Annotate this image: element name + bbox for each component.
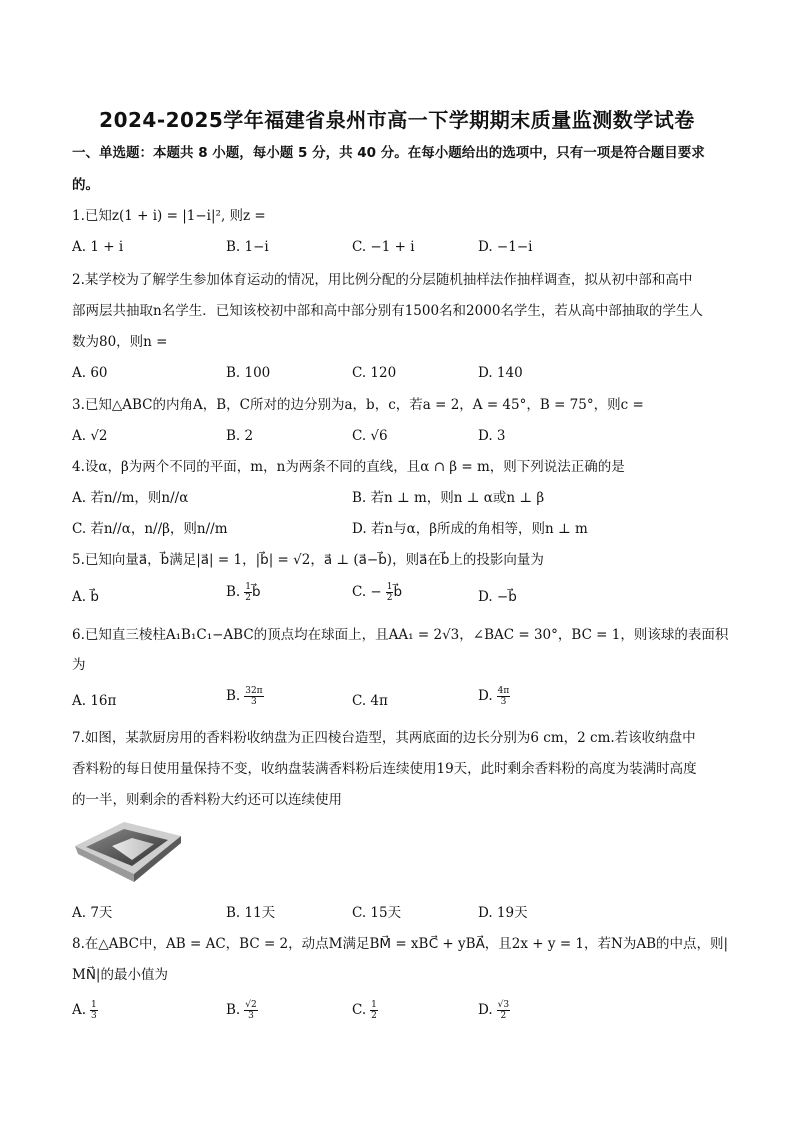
question-7-line3: 的一半，则剩余的香料粉大约还可以连续使用: [72, 792, 342, 808]
question-8-line1: 8.在△ABC中，AB = AC，BC = 2，动点M满足BM⃗ = xBC⃗ + yBA⃗，且2x + y = 1，若N为AB的中点，则|: [72, 936, 729, 952]
q8-option-d: D. $\frac{√3}{2}$: [478, 1000, 510, 1021]
q6-option-b: B. $\frac{32\pi}{3}$: [226, 686, 263, 707]
q2-option-b: B. 100: [226, 365, 271, 381]
q2-option-a: A. 60: [72, 365, 108, 381]
question-6-line2: 为: [72, 657, 86, 673]
q6-option-d-fraction: $\frac{4\pi}{3}$: [497, 686, 510, 707]
q3-option-c: C. √6: [352, 428, 388, 444]
q6-option-a: A. 16π: [72, 693, 117, 709]
q3-option-a: A. √2: [72, 428, 108, 444]
question-7-line1: 7.如图，某款厨房用的香料粉收纳盘为正四棱台造型，其两底面的边长分别为6 cm，2 cm.若该收纳盘中: [72, 730, 696, 746]
q8-option-c: C. $\frac{1}{2}$: [352, 1000, 377, 1021]
q8-option-c-fraction: $\frac{1}{2}$: [371, 1000, 377, 1021]
q1-option-a: A. 1 + i: [72, 239, 124, 255]
q8-option-b: B. $\frac{√2}{3}$: [226, 1000, 257, 1021]
q4-option-d: D. 若n与α，β所成的角相等，则n ⊥ m: [352, 521, 588, 537]
question-7-line2: 香料粉的每日使用量保持不变，收纳盘装满香料粉后连续使用19天，此时剩余香料粉的高度为装满时高度: [72, 761, 697, 777]
question-1-stem: 1.已知z(1 + i) = |1−i|², 则z =: [72, 208, 266, 224]
q5-option-a: A. b⃗: [72, 589, 99, 605]
q7-option-d: D. 19天: [478, 905, 528, 921]
question-5-stem: 5.已知向量a⃗，b⃗满足|a⃗| = 1，|b⃗| = √2，a⃗ ⊥ (a⃗−b⃗)，则a⃗在b⃗上的投影向量为: [72, 552, 544, 568]
question-2-line3: 数为80，则n =: [72, 334, 168, 350]
section-heading-line1: 一、单选题：本题共 8 小题，每小题 5 分，共 40 分。在每小题给出的选项中，只有一项是符合题目要求: [72, 145, 705, 161]
question-8-line2: MN⃗|的最小值为: [72, 967, 168, 983]
spice-tray-image: [72, 816, 184, 888]
q8-option-b-fraction: $\frac{√2}{3}$: [245, 1000, 257, 1021]
question-2-line2: 部两层共抽取n名学生．已知该校初中部和高中部分别有1500名和2000名学生，若从高中部抽取的学生人: [72, 303, 703, 319]
question-2-line1: 2.某学校为了解学生参加体育运动的情况，用比例分配的分层随机抽样法作抽样调查，拟从初中部和高中: [72, 272, 693, 288]
q5-option-b-fraction: $\frac{1}{2}$: [245, 582, 251, 603]
q5-option-c: C. − $\frac{1}{2}$ b⃗: [352, 582, 403, 603]
q1-option-d: D. −1−i: [478, 239, 533, 255]
q7-option-c: C. 15天: [352, 905, 402, 921]
q8-option-d-fraction: $\frac{√3}{2}$: [497, 1000, 510, 1021]
q2-option-c: C. 120: [352, 365, 397, 381]
section-heading-line2: 的。: [72, 177, 99, 193]
q7-option-b: B. 11天: [226, 905, 276, 921]
q4-option-b: B. 若n ⊥ m，则n ⊥ α或n ⊥ β: [352, 490, 545, 506]
question-3-stem: 3.已知△ABC的内角A，B，C所对的边分别为a，b，c，若a = 2，A = 45°，B = 75°，则c =: [72, 397, 644, 413]
page-title: 2024-2025学年福建省泉州市高一下学期期末质量监测数学试卷: [99, 108, 695, 132]
q1-option-b: B. 1−i: [226, 239, 269, 255]
q6-option-b-fraction: $\frac{32\pi}{3}$: [245, 686, 263, 707]
q3-option-d: D. 3: [478, 428, 506, 444]
q8-option-a: A. $\frac{1}{3}$: [72, 1000, 97, 1021]
q2-option-d: D. 140: [478, 365, 523, 381]
q8-option-a-fraction: $\frac{1}{3}$: [91, 1000, 97, 1021]
q7-option-a: A. 7天: [72, 905, 113, 921]
question-4-stem: 4.设α，β为两个不同的平面，m，n为两条不同的直线，且α ∩ β = m，则下列说法正确的是: [72, 459, 625, 475]
q3-option-b: B. 2: [226, 428, 254, 444]
q1-option-c: C. −1 + i: [352, 239, 415, 255]
q4-option-c: C. 若n//α，n//β，则n//m: [72, 521, 228, 537]
question-6-line1: 6.已知直三棱柱A₁B₁C₁−ABC的顶点均在球面上，且AA₁ = 2√3，∠BAC = 30°，BC = 1，则该球的表面积: [72, 627, 729, 643]
q6-option-d: D. $\frac{4\pi}{3}$: [478, 686, 510, 707]
q5-option-d: D. −b⃗: [478, 589, 517, 605]
q4-option-a: A. 若n//m，则n//α: [72, 490, 189, 506]
q5-option-c-fraction: $\frac{1}{2}$: [386, 582, 393, 603]
q5-option-b: B. $\frac{1}{2}$ b⃗: [226, 582, 261, 603]
q6-option-c: C. 4π: [352, 693, 388, 709]
